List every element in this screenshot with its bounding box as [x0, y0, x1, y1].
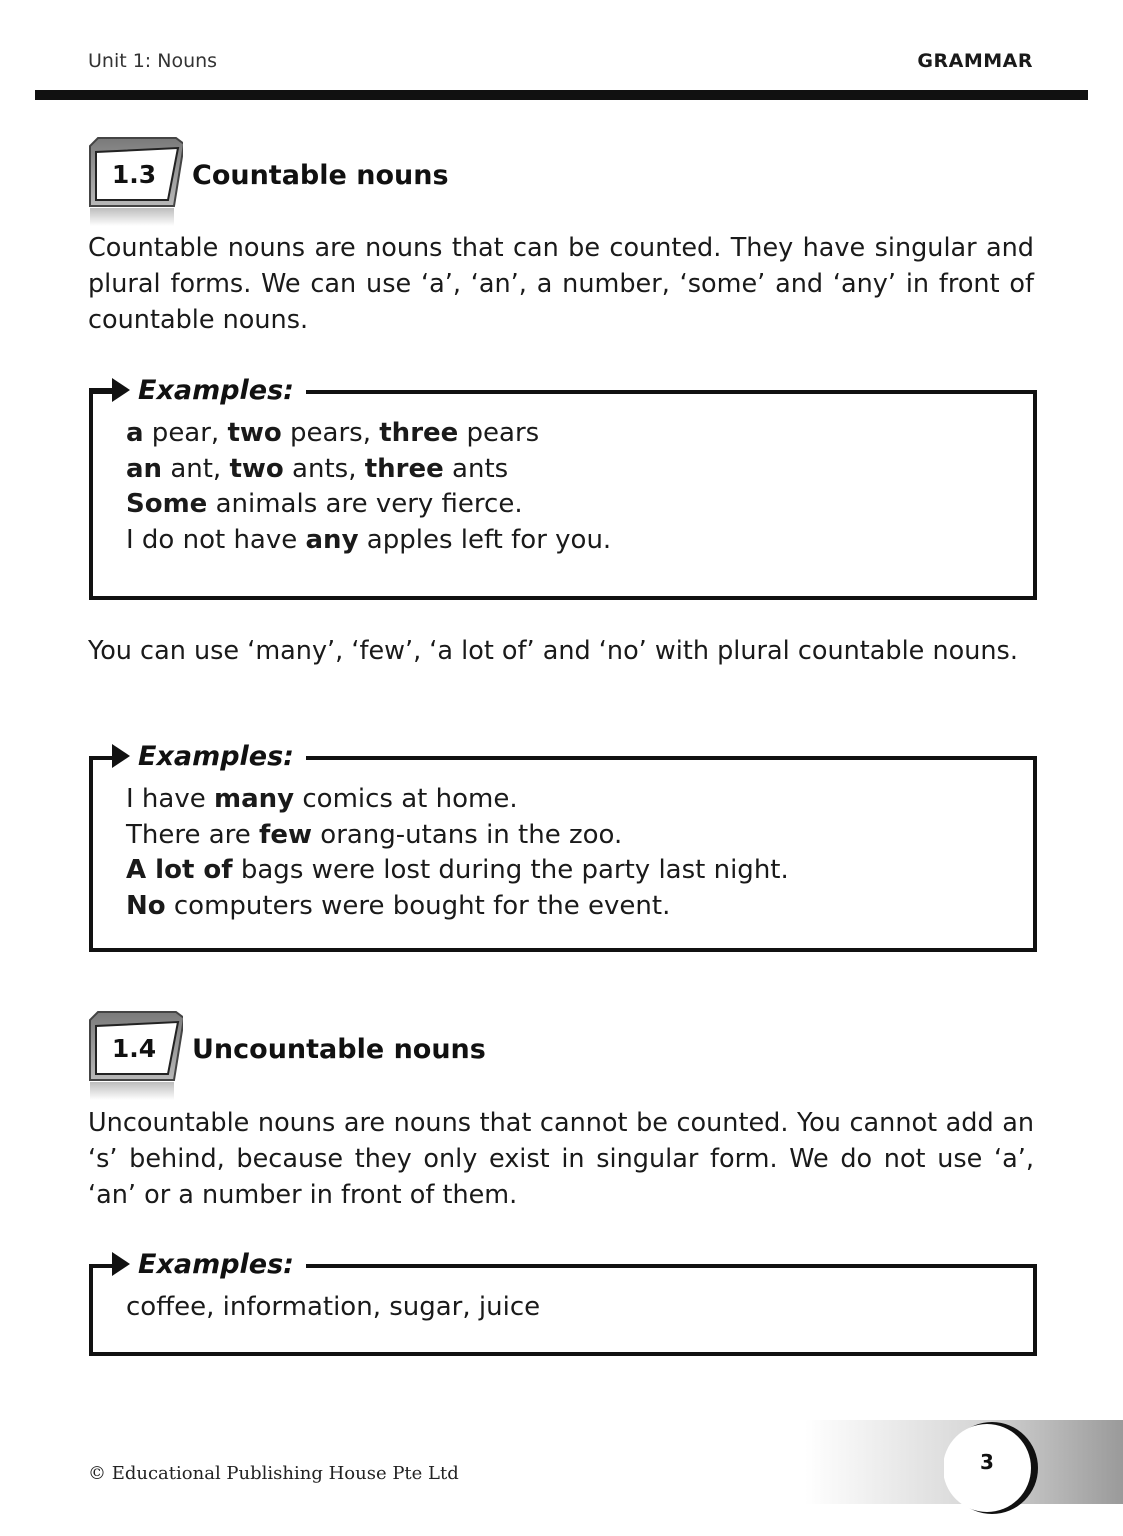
- arrow-right-icon: [112, 1252, 130, 1276]
- example-text: pears,: [281, 418, 380, 448]
- example-keyword: any: [305, 524, 359, 555]
- example-text: pears: [458, 418, 540, 448]
- example-text: computers were bought for the event.: [165, 890, 671, 921]
- example-line: [126, 452, 611, 488]
- example-keyword: Some: [126, 489, 208, 519]
- example-line: [126, 818, 789, 854]
- example-keyword: many: [214, 784, 295, 814]
- examples-label: Examples:: [138, 1248, 294, 1280]
- section-title: Countable nouns: [192, 160, 449, 191]
- example-text: There are: [126, 819, 260, 850]
- section-badge-1-4: [88, 1010, 183, 1102]
- example-text: bags were lost during the party last night.: [232, 855, 789, 885]
- box-corner: [89, 388, 119, 398]
- examples-label: Examples:: [138, 740, 294, 772]
- examples-list: [126, 782, 789, 924]
- examples-heading: [112, 738, 306, 774]
- section-intro: Countable nouns are nouns that can be counted. They have singular and plural forms. We can use ‘a’, ‘an’, a number, ‘some’ and ‘any’ in front of countable nouns.: [88, 233, 1034, 335]
- example-line: [126, 523, 611, 559]
- example-text: I do not have: [126, 524, 306, 555]
- copyright: © Educational Publishing House Pte Ltd: [88, 1463, 459, 1484]
- section-title: Uncountable nouns: [192, 1034, 486, 1065]
- example-text: coffee, information, sugar, juice: [126, 1292, 541, 1322]
- section-number: 1.4: [111, 1034, 157, 1063]
- example-keyword: two: [229, 453, 284, 484]
- example-line: [126, 1290, 540, 1326]
- example-line: [126, 487, 611, 523]
- example-text: pear,: [143, 418, 228, 448]
- examples-heading: [112, 372, 306, 408]
- example-text: ants: [443, 453, 509, 484]
- section-note: You can use ‘many’, ‘few’, ‘a lot of’ and ‘no’ with plural countable nouns.: [88, 636, 1018, 666]
- page-number-badge: [944, 1420, 1040, 1516]
- example-keyword: a: [126, 418, 144, 448]
- example-text: apples left for you.: [358, 524, 612, 555]
- header-rule: [35, 90, 1088, 100]
- page-number: 3: [980, 1450, 994, 1474]
- examples-list: [126, 416, 611, 558]
- examples-label: Examples:: [138, 374, 294, 406]
- examples-box: [89, 756, 1037, 952]
- section-badge-1-3: [88, 136, 183, 228]
- example-text: ant,: [162, 453, 230, 484]
- example-keyword: two: [227, 418, 282, 448]
- examples-box: [89, 390, 1037, 600]
- example-line: [126, 416, 611, 452]
- example-line: [126, 889, 789, 925]
- example-keyword: A lot of: [126, 855, 233, 885]
- example-line: [126, 853, 789, 889]
- example-keyword: three: [379, 418, 459, 448]
- arrow-right-icon: [112, 744, 130, 768]
- example-keyword: few: [259, 819, 313, 850]
- example-text: I have: [126, 784, 214, 814]
- section-number: 1.3: [111, 160, 157, 189]
- section-intro: Uncountable nouns are nouns that cannot be counted. You cannot add an ‘s’ behind, because they only exist in singular form. We do not use ‘a’, ‘an’ or a number in front of them.: [88, 1108, 1034, 1210]
- unit-title: Unit 1: Nouns: [88, 50, 218, 72]
- example-text: animals are very fierce.: [207, 489, 523, 519]
- example-keyword: an: [126, 453, 163, 484]
- example-text: ants,: [283, 453, 365, 484]
- examples-heading: [112, 1246, 306, 1282]
- example-keyword: No: [126, 890, 166, 921]
- example-line: [126, 782, 789, 818]
- example-keyword: three: [364, 453, 444, 484]
- subject-label: GRAMMAR: [917, 50, 1033, 72]
- examples-list: [126, 1290, 540, 1326]
- example-text: comics at home.: [294, 784, 518, 814]
- example-text: orang-utans in the zoo.: [312, 819, 623, 850]
